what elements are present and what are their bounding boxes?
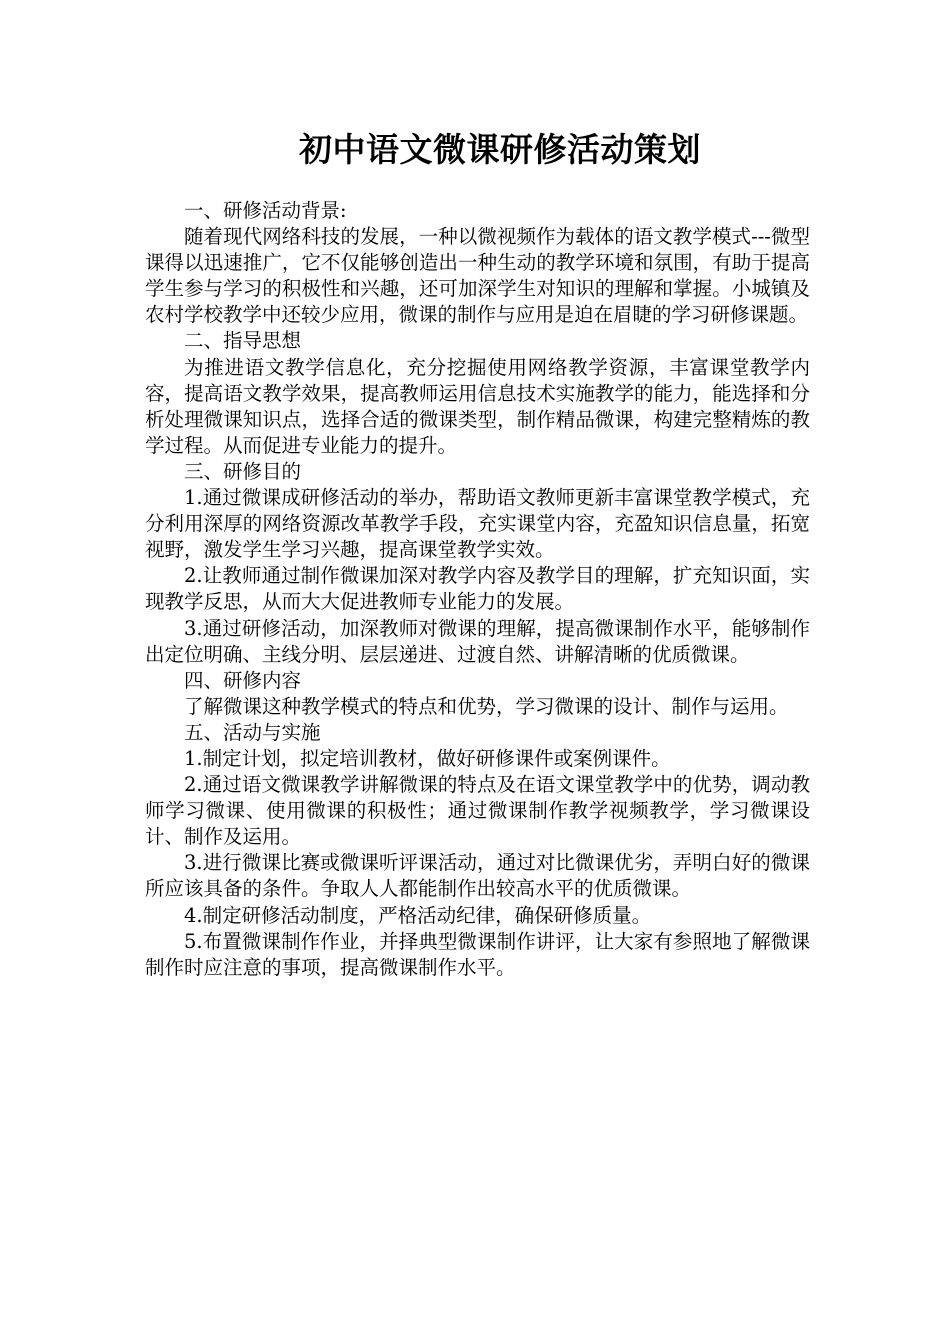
paragraph: 为推进语文教学信息化，充分挖掘使用网络教学资源，丰富课堂教学内容，提高语文教学效果，提高教师运用信息技术实施教学的能力，能选择和分析处理微课知识点，选择合适的微课类型，制作精品微课，构建完整精炼的教学过程。从而促进专业能力的提升。 bbox=[145, 355, 810, 457]
section-heading: 一、研修活动背景: bbox=[184, 199, 347, 222]
paragraph: 5.布置微课制作作业，并择典型微课制作讲评，让大家有参照地了解微课制作时应注意的事项，提高微课制作水平。 bbox=[145, 929, 810, 979]
document-body bbox=[145, 198, 810, 981]
section-heading: 五、活动与实施 bbox=[184, 720, 321, 744]
section-heading: 四、研修内容 bbox=[184, 668, 302, 692]
document-title: 初中语文微课研修活动策划 bbox=[299, 130, 701, 169]
paragraph: 了解微课这种教学模式的特点和优势，学习微课的设计、制作与运用。 bbox=[184, 694, 789, 718]
paragraph: 3.通过研修活动，加深教师对微课的理解，提高微课制作水平，能够制作出定位明确、主线分明、层层递进、过渡自然、讲解清晰的优质微课。 bbox=[145, 616, 810, 666]
paragraph: 1.制定计划，拟定培训教材，做好研修课件或案例课件。 bbox=[184, 746, 671, 770]
section-heading: 三、研修目的 bbox=[184, 459, 302, 483]
paragraph: 随着现代网络科技的发展，一种以微视频作为载体的语文教学模式---微型课得以迅速推广，它不仅能够创造出一种生动的教学环境和氛围，有助于提高学生参与学习的积极性和兴趣，还可加深学生对知识的理解和掌握。小城镇及农村学校教学中还较少应用，微课的制作与应用是迫在眉睫的学习研修课题。 bbox=[145, 225, 810, 327]
paragraph: 2.让教师通过制作微课加深对教学内容及教学目的理解，扩充知识面，实现教学反思，从而大大促进教师专业能力的发展。 bbox=[145, 564, 810, 614]
paragraph: 3.进行微课比赛或微课听评课活动，通过对比微课优劣，弄明白好的微课所应该具备的条件。争取人人都能制作出较高水平的优质微课。 bbox=[145, 851, 810, 901]
section-heading: 二、指导思想 bbox=[184, 329, 302, 353]
paragraph: 2.通过语文微课教学讲解微课的特点及在语文课堂教学中的优势，调动教师学习微课、使用微课的积极性；通过微课制作教学视频教学，学习微课设计、制作及运用。 bbox=[145, 773, 810, 849]
paragraph: 4.制定研修活动制度，严格活动纪律，确保研修质量。 bbox=[184, 903, 652, 927]
paragraph: 1.通过微课成研修活动的举办，帮助语文教师更新丰富课堂教学模式，充分利用深厚的网络资源改革教学手段，充实课堂内容，充盈知识信息量，拓宽视野，激发学生学习兴趣，提高课堂教学实效。 bbox=[145, 486, 810, 562]
